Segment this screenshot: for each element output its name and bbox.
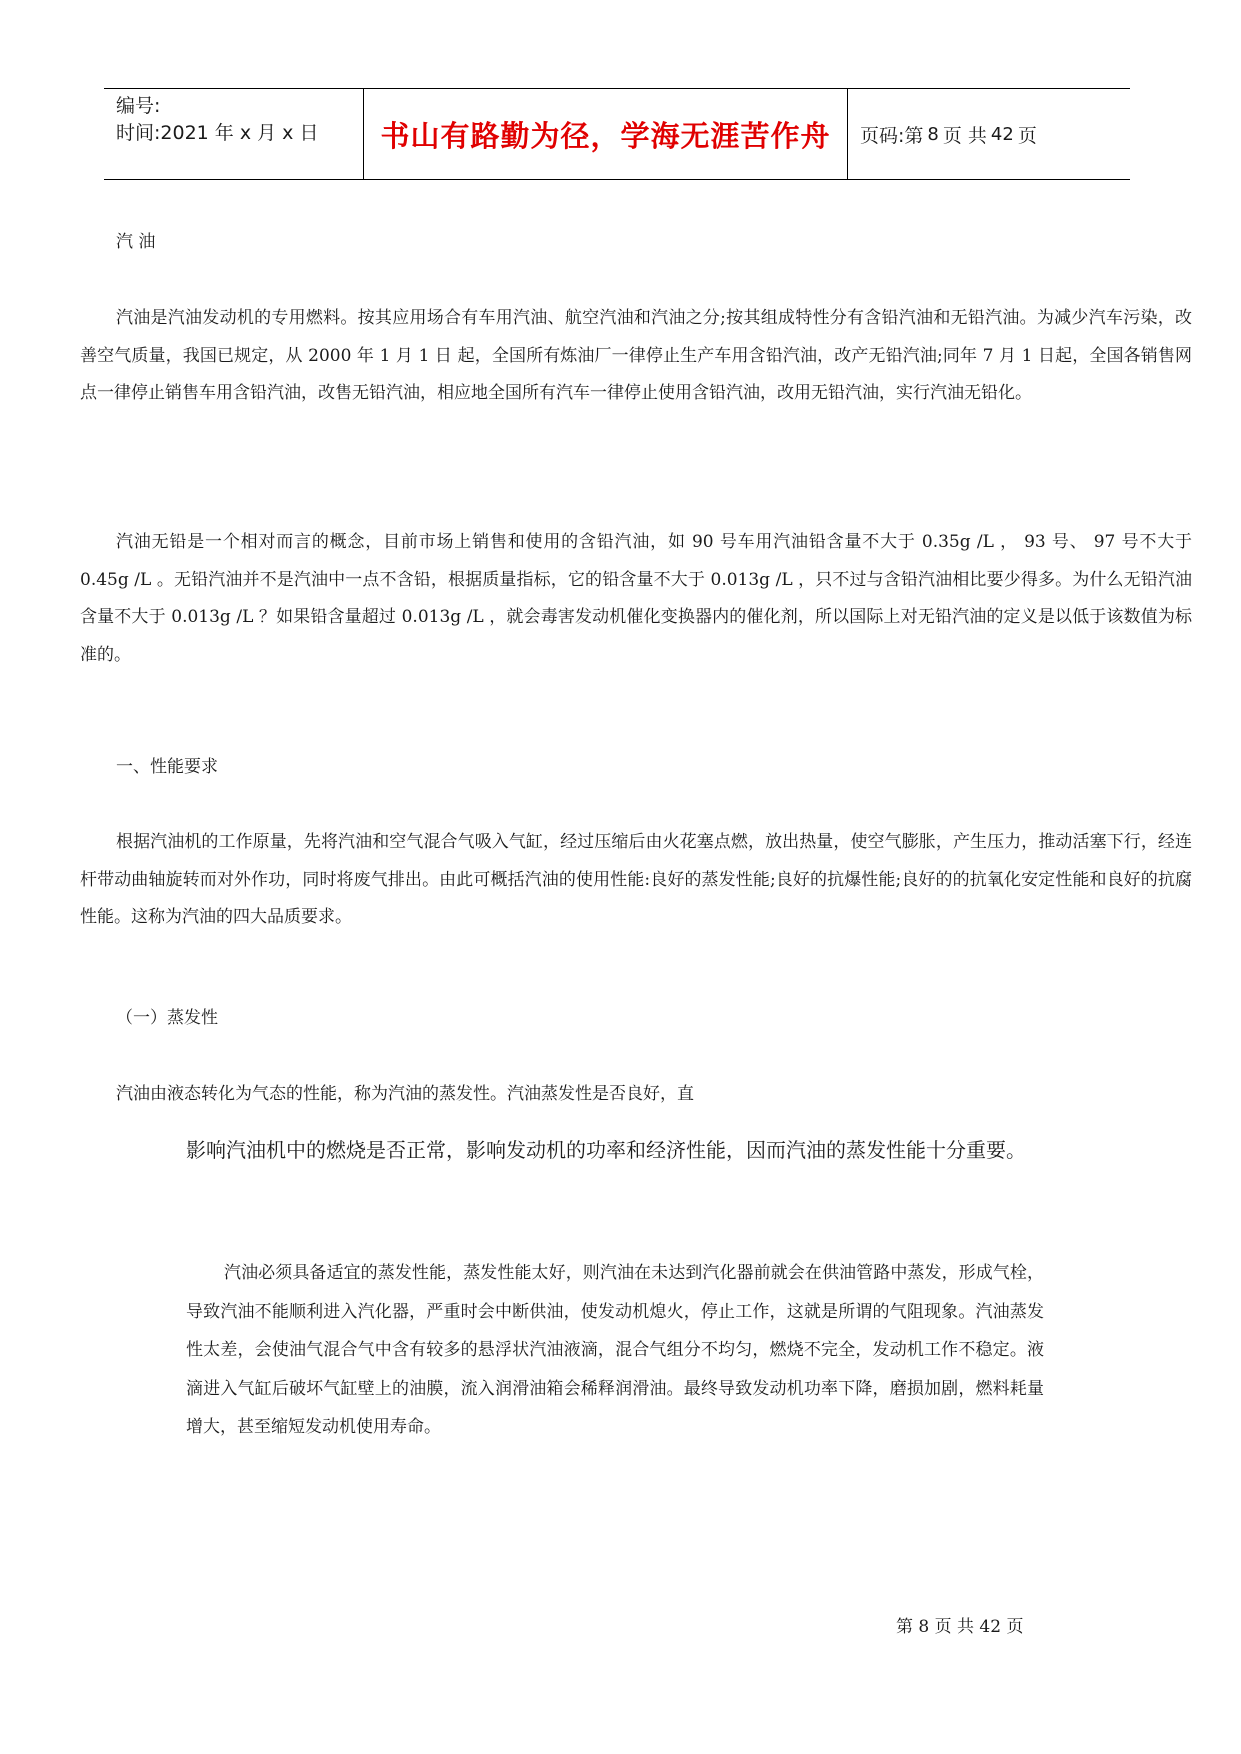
time-label: 时间:2021 年 x 月 x 日: [116, 122, 319, 144]
subsection-heading-volatility: （一）蒸发性: [116, 1008, 218, 1028]
paragraph-volatility-detail: 汽油必须具备适宜的蒸发性能，蒸发性能太好，则汽油在未达到汽化器前就会在供油管路中蒸发，形成气栓，导致汽油不能顺利进入汽化器，严重时会中断供油，使发动机熄火，停止工作，这就是所谓的气阻现象。汽油蒸发性太差，会使油气混合气中含有较多的悬浮状汽油液滴，混合气组分不均匀，燃烧不完全，发动机工作不稳定。液滴进入气缸后破坏气缸壁上的油膜，流入润滑油箱会稀释润滑油。最终导致发动机功率下降，磨损加剧，燃料耗量增大，甚至缩短发动机使用寿命。: [186, 1263, 1044, 1437]
paragraph-volatility-lead: 汽油由液态转化为气态的性能，称为汽油的蒸发性。汽油蒸发性是否良好，直: [116, 1084, 694, 1104]
doc-title: 汽 油: [116, 232, 156, 252]
page-total: 42: [990, 123, 1014, 145]
header-motto-cell: [364, 89, 848, 179]
paragraph-intro: 汽油是汽油发动机的专用燃料。按其应用场合有车用汽油、航空汽油和汽油之分;按其组成特性分有含铅汽油和无铅汽油。为减少汽车污染，改善空气质量，我国已规定，从 2000 年 1 月 1 日 起，全国所有炼油厂一律停止生产车用含铅汽油，改产无铅汽油;同年 7 月 1 日起，全国各销售网点一律停止销售车用含铅汽油，改售无铅汽油，相应地全国所有汽车一律停止使用含铅汽油，改用无铅汽油，实行汽油无铅化。: [80, 308, 1192, 403]
page-footer: 第 8 页 共 42 页: [896, 1617, 1024, 1637]
header-meta-cell: [104, 89, 364, 179]
page-mid: 页 共: [942, 124, 987, 147]
header-table: [104, 88, 1130, 180]
page-suffix: 页: [1017, 124, 1037, 147]
paragraph-unleaded: 汽油无铅是一个相对而言的概念，目前市场上销售和使用的含铅汽油，如 90 号车用汽油铅含量不大于 0.35g /L ， 93 号、 97 号不大于 0.45g /L 。无铅汽油并不是汽油中一点不含铅，根据质量指标，它的铅含量不大于 0.013g /L ，只不过与含铅汽油相比要少得多。为什么无铅汽油含量不大于 0.013g /L ？如果铅含量超过 0.013g /L ，就会毒害发动机催化变换器内的催化剂，所以国际上对无铅汽油的定义是以低于该数值为标准的。: [80, 532, 1192, 665]
paragraph-performance: 根据汽油机的工作原量，先将汽油和空气混合气吸入气缸，经过压缩后由火花塞点燃，放出热量，使空气膨胀，产生压力，推动活塞下行，经连杆带动曲轴旋转而对外作功，同时将废气排出。由此可概括汽油的使用性能:良好的蒸发性能;良好的抗爆性能;良好的的抗氧化安定性能和良好的抗腐性能。这称为汽油的四大品质要求。: [80, 832, 1192, 927]
section-heading-performance: 一、性能要求: [116, 757, 218, 777]
motto: 书山有路勤为径，学海无涯苦作舟: [380, 118, 831, 153]
paragraph-volatility-importance: 影响汽油机中的燃烧是否正常，影响发动机的功率和经济性能，因而汽油的蒸发性能十分重要。: [186, 1138, 1026, 1162]
page-prefix: 页码:第: [860, 124, 924, 147]
page-number: 8: [927, 123, 939, 145]
header-page-cell: [848, 89, 1130, 179]
number-label: 编号:: [116, 95, 161, 117]
